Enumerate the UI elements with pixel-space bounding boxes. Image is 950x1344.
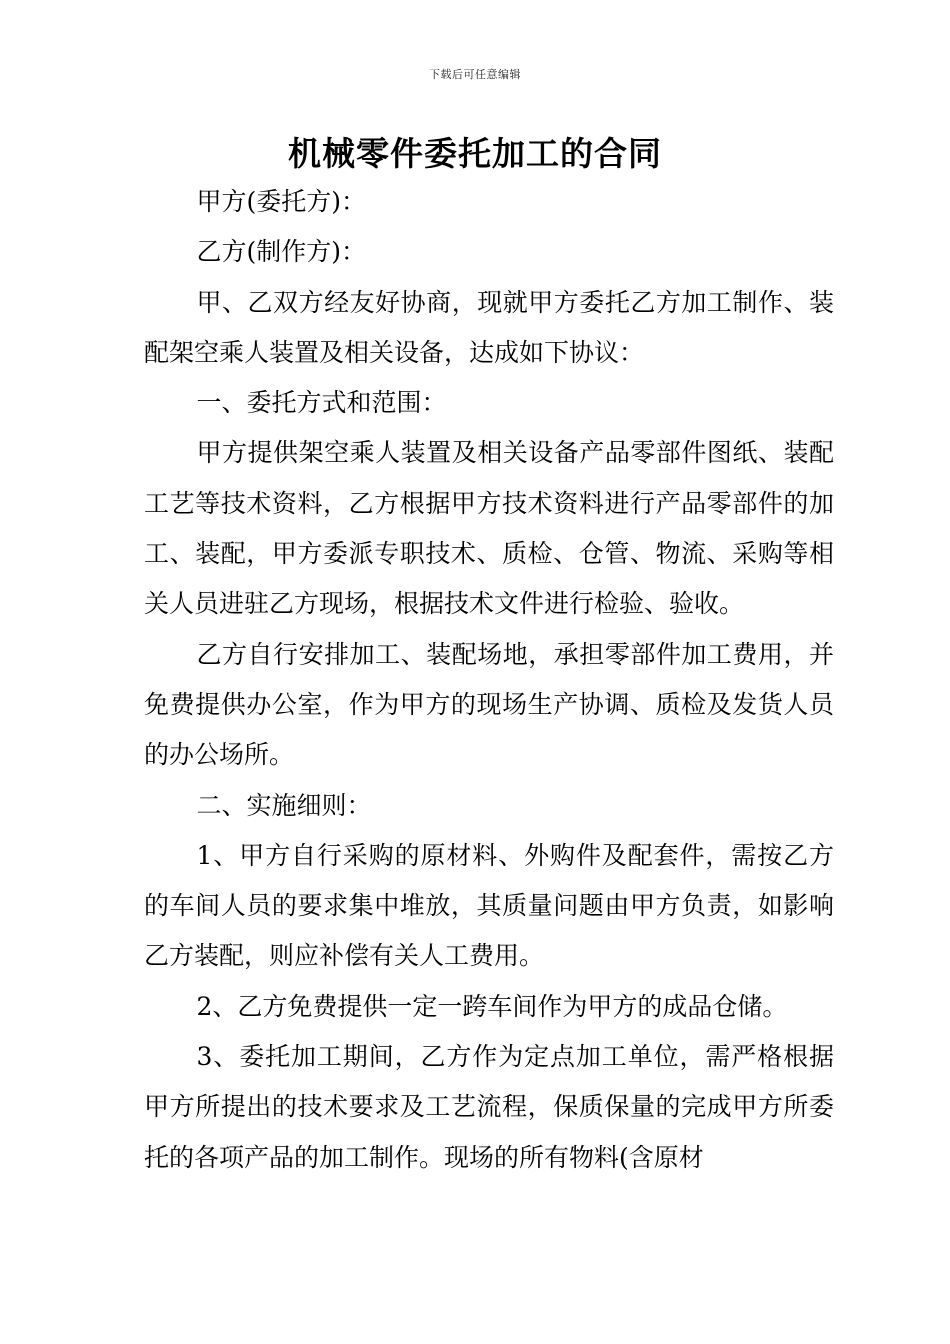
page-header-note: 下载后可任意编辑 [429, 68, 521, 81]
section-1-paragraph-2: 乙方自行安排加工、装配场地，承担零部件加工费用，并免费提供办公室，作为甲方的现场生产协调、质检及发货人员的办公场所。 [144, 639, 834, 770]
preamble-paragraph: 甲、乙双方经友好协商，现就甲方委托乙方加工制作、装配架空乘人装置及相关设备，达成如下协议： [144, 287, 834, 367]
section-heading-1: 一、委托方式和范围： [196, 388, 447, 418]
document-body [144, 177, 834, 1183]
clause-3: 3、委托加工期间，乙方作为定点加工单位，需严格根据甲方所提出的技术要求及工艺流程，保质保量的完成甲方所委托的各项产品的加工制作。现场的所有物料(含原材 [144, 1042, 834, 1172]
clause-1: 1、甲方自行采购的原材料、外购件及配套件，需按乙方的车间人员的要求集中堆放，其质量问题由甲方负责，如影响乙方装配，则应补偿有关人工费用。 [144, 840, 834, 971]
document-title: 机械零件委托加工的合同 [288, 134, 662, 173]
clause-2: 2、乙方免费提供一定一跨车间作为甲方的成品仓储。 [196, 991, 788, 1021]
section-1-paragraph-1: 甲方提供架空乘人装置及相关设备产品零部件图纸、装配工艺等技术资料，乙方根据甲方技术资料进行产品零部件的加工、装配，甲方委派专职技术、质检、仓管、物流、采购等相关人员进驻乙方现场，根据技术文件进行检验、验收。 [144, 438, 834, 619]
party-a-line: 甲方(委托方)： [196, 187, 367, 216]
party-b-line: 乙方(制作方)： [196, 237, 367, 267]
section-heading-2: 二、实施细则： [196, 790, 372, 820]
